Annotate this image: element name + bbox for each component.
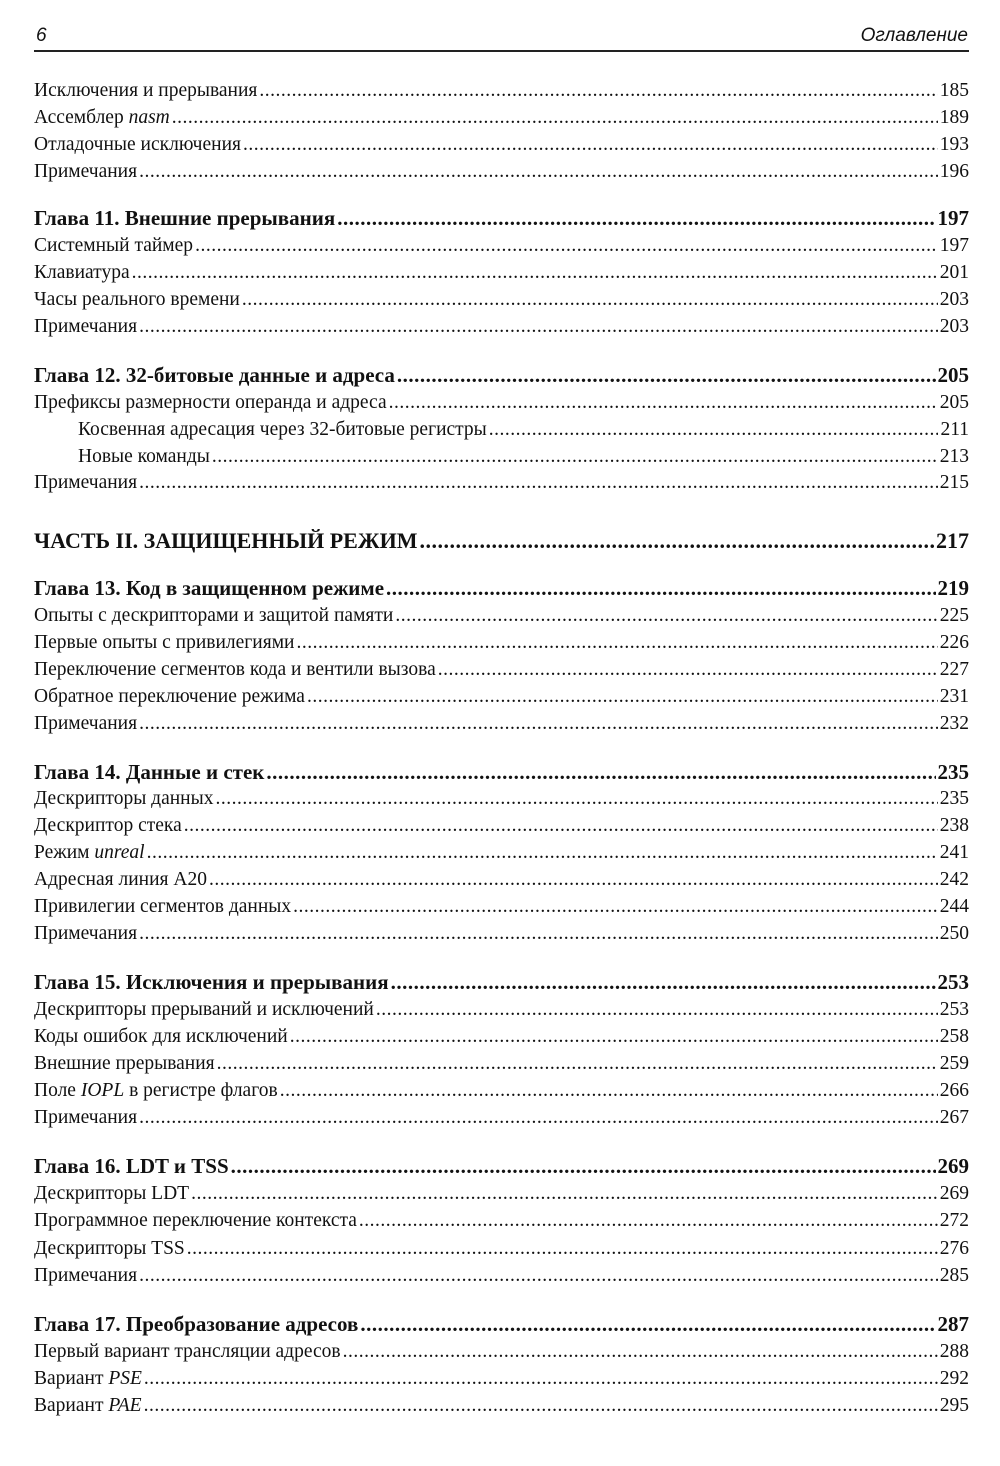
entry-title-text: Дескрипторы прерываний и исключений <box>34 999 374 1020</box>
entry-page-number: 227 <box>939 659 969 680</box>
section-entry <box>34 1051 969 1077</box>
dot-leader <box>343 1339 938 1365</box>
entry-page-number: 292 <box>939 1368 969 1389</box>
entry-page-number: 197 <box>937 206 969 230</box>
entry-page-number: 266 <box>939 1080 969 1101</box>
entry-page-number: 197 <box>939 235 969 256</box>
entry-page-number: 238 <box>939 815 969 836</box>
entry-title <box>34 894 291 920</box>
dot-leader <box>360 1311 935 1337</box>
section-entry <box>34 603 969 629</box>
entry-page-number: 288 <box>939 1341 969 1362</box>
dot-leader <box>419 528 934 554</box>
dot-leader <box>389 390 938 416</box>
entry-title-italic: nasm <box>128 107 170 128</box>
entry-title <box>34 1105 137 1131</box>
section-entry <box>34 287 969 313</box>
dot-leader <box>217 1051 938 1077</box>
entry-title <box>34 969 389 995</box>
entry-title-text: Глава 12. 32-битовые данные и адреса <box>34 363 395 387</box>
entry-title <box>34 840 145 866</box>
dot-leader <box>172 105 938 131</box>
dot-leader <box>191 1181 938 1207</box>
entry-title-text: Примечания <box>34 161 138 182</box>
entry-title-text: Новые команды <box>78 446 210 467</box>
dot-leader <box>359 1208 938 1234</box>
section-entry <box>34 1366 969 1392</box>
entry-page-number: 226 <box>939 632 969 653</box>
entry-title <box>34 1153 229 1179</box>
entry-page-number: 189 <box>939 107 969 128</box>
dot-leader <box>293 894 938 920</box>
entry-title-text: Примечания <box>34 1265 138 1286</box>
section-entry <box>34 711 969 737</box>
entry-page-number: 253 <box>937 970 969 994</box>
dot-leader <box>438 657 938 683</box>
entry-title-text: Первый вариант трансляции адресов <box>34 1341 341 1362</box>
entry-title <box>78 444 210 470</box>
dot-leader <box>215 786 937 812</box>
entry-title-text: Первые опыты с привилегиями <box>34 632 295 653</box>
entry-title <box>34 1051 215 1077</box>
entry-title <box>34 1311 358 1337</box>
running-title: Оглавление <box>860 25 968 46</box>
entry-page-number: 205 <box>939 392 969 413</box>
entry-title <box>34 78 257 104</box>
subsection-entry <box>34 444 969 470</box>
section-entry <box>34 132 969 158</box>
section-entry <box>34 1105 969 1131</box>
entry-title <box>34 921 137 947</box>
entry-page-number: 235 <box>937 760 969 784</box>
section-entry <box>34 1393 969 1419</box>
running-header <box>34 22 969 52</box>
section-entry <box>34 657 969 683</box>
entry-page-number: 193 <box>939 134 969 155</box>
dot-leader <box>290 1024 938 1050</box>
entry-title-text: ЧАСТЬ II. ЗАЩИЩЕННЫЙ РЕЖИМ <box>34 528 418 553</box>
section-entry <box>34 233 969 259</box>
entry-title-text: Префиксы размерности операнда и адреса <box>34 392 387 413</box>
entry-page-number: 185 <box>939 80 969 101</box>
entry-title-text: Вариант <box>34 1395 109 1416</box>
entry-title-text: Вариант <box>34 1368 109 1389</box>
entry-title <box>34 159 137 185</box>
entry-page-number: 259 <box>939 1053 969 1074</box>
entry-title <box>34 1181 189 1207</box>
entry-page-number: 253 <box>939 999 969 1020</box>
entry-page-number: 203 <box>939 289 969 310</box>
entry-title-italic: PAE <box>108 1395 142 1416</box>
dot-leader <box>139 711 938 737</box>
entry-title <box>34 759 264 785</box>
subsection-entry <box>34 417 969 443</box>
dot-leader <box>386 575 935 601</box>
entry-title-italic: PSE <box>108 1368 142 1389</box>
entry-title <box>34 786 213 812</box>
entry-title <box>34 132 241 158</box>
entry-title-text: Отладочные исключения <box>34 134 241 155</box>
entry-title <box>34 603 393 629</box>
dot-leader <box>139 1263 938 1289</box>
entry-title <box>34 205 335 231</box>
section-entry <box>34 314 969 340</box>
entry-title <box>34 1339 341 1365</box>
dot-leader <box>391 969 936 995</box>
page-number: 6 <box>36 25 47 46</box>
entry-page-number: 276 <box>939 1238 969 1259</box>
entry-title <box>34 1393 142 1419</box>
entry-title-text: Примечания <box>34 316 138 337</box>
entry-title-text: Программное переключение контекста <box>34 1210 357 1231</box>
section-entry <box>34 840 969 866</box>
entry-title <box>34 997 374 1023</box>
entry-page-number: 258 <box>939 1026 969 1047</box>
entry-title-text: Системный таймер <box>34 235 194 256</box>
entry-page-number: 241 <box>939 842 969 863</box>
section-entry <box>34 1078 969 1104</box>
section-entry <box>34 159 969 185</box>
section-entry <box>34 1263 969 1289</box>
entry-title-text: Переключение сегментов кода и вентили вызова <box>34 659 436 680</box>
dot-leader <box>296 630 937 656</box>
entry-title-text: Опыты с дескрипторами и защитой памяти <box>34 605 394 626</box>
entry-title-text: Ассемблер <box>34 107 129 128</box>
entry-page-number: 285 <box>939 1265 969 1286</box>
entry-page-number: 244 <box>939 896 969 917</box>
chapter-entry <box>34 1311 969 1337</box>
chapter-entry <box>34 969 969 995</box>
dot-leader <box>212 444 938 470</box>
entry-title-text: Часы реального времени <box>34 289 240 310</box>
dot-leader <box>184 813 938 839</box>
entry-title-text: Адресная линия A20 <box>34 869 207 890</box>
dot-leader <box>144 1393 938 1419</box>
entry-title-italic: IOPL <box>80 1080 125 1101</box>
entry-page-number: 203 <box>939 316 969 337</box>
section-entry <box>34 894 969 920</box>
section-entry <box>34 921 969 947</box>
section-entry <box>34 78 969 104</box>
entry-title-text: Клавиатура <box>34 262 130 283</box>
entry-title-text: Дескриптор стека <box>34 815 182 836</box>
entry-title <box>34 105 170 131</box>
entry-page-number: 225 <box>939 605 969 626</box>
entry-title-text: Коды ошибок для исключений <box>34 1026 288 1047</box>
entry-title <box>34 528 417 554</box>
entry-title <box>34 813 182 839</box>
entry-title <box>34 260 130 286</box>
entry-title-text: Режим <box>34 842 95 863</box>
dot-leader <box>187 1236 938 1262</box>
dot-leader <box>231 1153 936 1179</box>
section-entry <box>34 105 969 131</box>
dot-leader <box>376 997 938 1023</box>
section-entry <box>34 470 969 496</box>
section-entry <box>34 1181 969 1207</box>
dot-leader <box>139 1105 938 1131</box>
entry-page-number: 232 <box>939 713 969 734</box>
section-entry <box>34 684 969 710</box>
dot-leader <box>259 78 937 104</box>
entry-title-text: Внешние прерывания <box>34 1053 215 1074</box>
entry-page-number: 219 <box>937 576 969 600</box>
dot-leader <box>139 159 938 185</box>
entry-title <box>34 657 436 683</box>
entry-title-text: Обратное переключение режима <box>34 686 305 707</box>
dot-leader <box>280 1078 938 1104</box>
dot-leader <box>266 759 935 785</box>
entry-title-text: Исключения и прерывания <box>34 80 258 101</box>
entry-page-number: 201 <box>939 262 969 283</box>
dot-leader <box>139 314 938 340</box>
entry-page-number: 269 <box>937 1154 969 1178</box>
entry-title <box>34 1263 137 1289</box>
entry-title-text: Дескрипторы данных <box>34 788 214 809</box>
entry-title-text: Глава 11. Внешние прерывания <box>34 206 336 230</box>
entry-page-number: 235 <box>939 788 969 809</box>
entry-title-text: Глава 13. Код в защищенном режиме <box>34 576 385 600</box>
entry-title <box>34 1078 278 1104</box>
entry-page-number: 267 <box>939 1107 969 1128</box>
entry-page-number: 295 <box>939 1395 969 1416</box>
dot-leader <box>209 867 938 893</box>
entry-title-text: Примечания <box>34 923 138 944</box>
entry-title <box>78 417 487 443</box>
entry-page-number: 287 <box>937 1312 969 1336</box>
entry-title-text: Дескрипторы LDT <box>34 1183 190 1204</box>
entry-page-number: 231 <box>939 686 969 707</box>
entry-page-number: 213 <box>939 446 969 467</box>
entry-title-text: Поле <box>34 1080 81 1101</box>
chapter-entry <box>34 759 969 785</box>
section-entry <box>34 813 969 839</box>
dot-leader <box>243 132 938 158</box>
entry-title <box>34 470 137 496</box>
entry-title <box>34 630 294 656</box>
entry-title <box>34 362 395 388</box>
entry-title-text: Дескрипторы TSS <box>34 1238 185 1259</box>
entry-title <box>34 287 240 313</box>
entry-page-number: 242 <box>939 869 969 890</box>
section-entry <box>34 260 969 286</box>
entry-title <box>34 314 137 340</box>
entry-title-text: Глава 15. Исключения и прерывания <box>34 970 389 994</box>
entry-title-text: Глава 17. Преобразование адресов <box>34 1312 359 1336</box>
chapter-entry <box>34 205 969 231</box>
entry-page-number: 215 <box>939 472 969 493</box>
entry-title <box>34 1366 142 1392</box>
entry-title <box>34 684 305 710</box>
chapter-entry <box>34 362 969 388</box>
dot-leader <box>242 287 938 313</box>
dot-leader <box>337 205 935 231</box>
section-entry <box>34 786 969 812</box>
section-entry <box>34 867 969 893</box>
entry-page-number: 196 <box>939 161 969 182</box>
dot-leader <box>139 470 938 496</box>
entry-title <box>34 1208 357 1234</box>
entry-title-suffix: в регистре флагов <box>124 1080 278 1101</box>
dot-leader <box>489 417 939 443</box>
entry-title-text: Глава 16. LDT и TSS <box>34 1154 229 1178</box>
chapter-entry <box>34 575 969 601</box>
entry-title-text: Примечания <box>34 1107 138 1128</box>
entry-title <box>34 1236 185 1262</box>
part-entry <box>34 528 969 554</box>
section-entry <box>34 390 969 416</box>
dot-leader <box>132 260 938 286</box>
entry-page-number: 205 <box>937 363 969 387</box>
section-entry <box>34 630 969 656</box>
entry-title <box>34 390 387 416</box>
entry-title-text: Примечания <box>34 713 138 734</box>
entry-title-text: Привилегии сегментов данных <box>34 896 292 917</box>
entry-page-number: 217 <box>936 528 969 553</box>
entry-title <box>34 711 137 737</box>
section-entry <box>34 997 969 1023</box>
entry-title-text: Примечания <box>34 472 138 493</box>
section-entry <box>34 1236 969 1262</box>
dot-leader <box>307 684 938 710</box>
entry-title-text: Глава 14. Данные и стек <box>34 760 265 784</box>
dot-leader <box>195 233 938 259</box>
section-entry <box>34 1024 969 1050</box>
entry-title-text: Косвенная адресация через 32-битовые регистры <box>78 419 487 440</box>
entry-page-number: 272 <box>939 1210 969 1231</box>
entry-title <box>34 867 207 893</box>
section-entry <box>34 1339 969 1365</box>
entry-page-number: 211 <box>940 419 969 440</box>
section-entry <box>34 1208 969 1234</box>
dot-leader <box>395 603 937 629</box>
entry-page-number: 269 <box>939 1183 969 1204</box>
dot-leader <box>139 921 938 947</box>
chapter-entry <box>34 1153 969 1179</box>
entry-title <box>34 575 384 601</box>
entry-page-number: 250 <box>939 923 969 944</box>
entry-title-italic: unreal <box>94 842 145 863</box>
dot-leader <box>147 840 938 866</box>
dot-leader <box>144 1366 938 1392</box>
entry-title <box>34 233 193 259</box>
entry-title <box>34 1024 288 1050</box>
dot-leader <box>397 362 936 388</box>
